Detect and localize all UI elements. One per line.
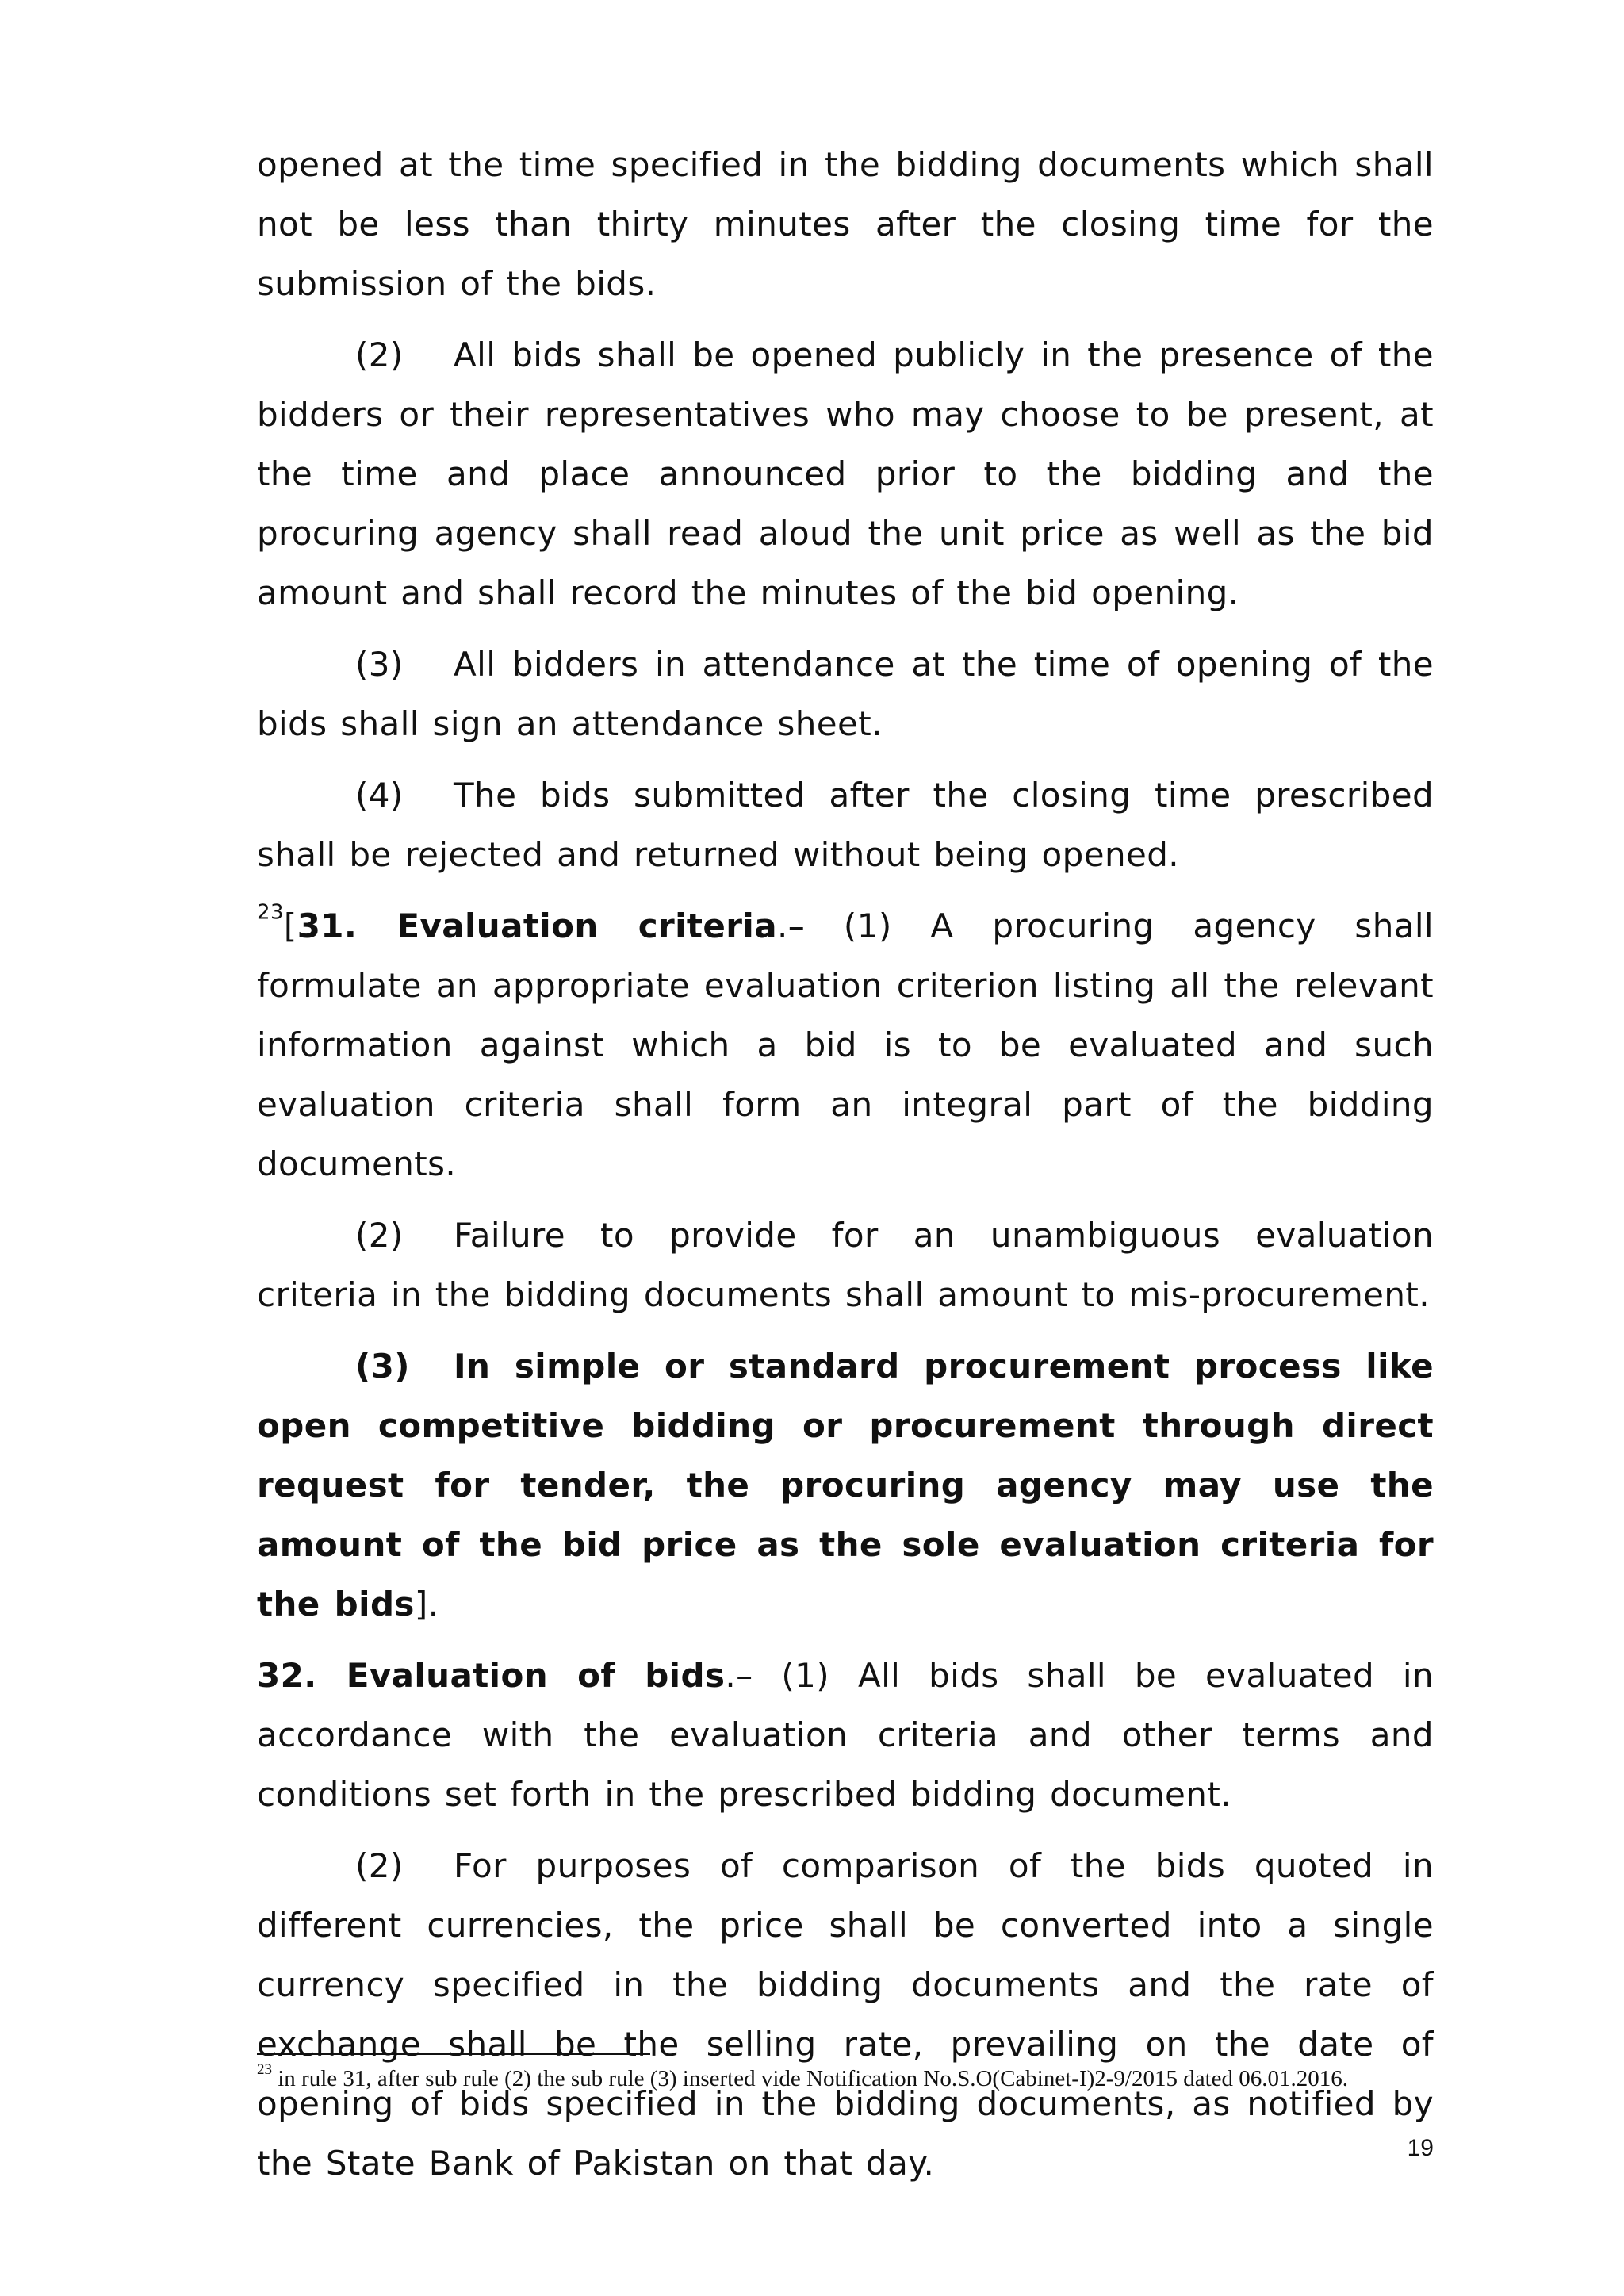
rule-31-subrule-3 (257, 1336, 1434, 1634)
subrule-number: (2) (355, 335, 404, 374)
rule-31-heading: 31. Evaluation criteria (297, 907, 777, 945)
subrule-number: (3) (355, 645, 404, 684)
subrule-number: (2) (355, 1216, 404, 1255)
subrule-number: (4) (355, 776, 404, 815)
bracket-open: [ (283, 907, 297, 945)
rule-31-text: (1) A procuring agency shall formulate an appropriate evaluation criterion listing all the relevant information against which a bid is to be evaluated and such evaluation criteria shall form an integral part of the bidding documents. (257, 907, 1434, 1183)
footnote-separator (257, 2053, 650, 2055)
subrule-text: In simple or standard procurement process like open competitive bidding or procurement through direct request for tender, the procuring agency may use the amount of the bid price as the sole evaluation criteria for the bids (257, 1347, 1434, 1623)
paragraph-subrule-2 (257, 325, 1434, 623)
subrule-text: All bidders in attendance at the time of opening of the bids shall sign an attendance sheet. (257, 645, 1434, 743)
paragraph-continuation: opened at the time specified in the bidding documents which shall not be less than thirty minutes after the closing time for the submission of the bids. (257, 145, 1434, 303)
bracket-close: ]. (414, 1585, 439, 1623)
paragraph-subrule-3 (257, 634, 1434, 753)
rule-31-subrule-2 (257, 1205, 1434, 1324)
footnote-reference: 23 (257, 900, 284, 925)
subrule-number: (2) (355, 1846, 404, 1885)
document-body (257, 135, 1434, 2205)
rule-32-subrule-2 (257, 1836, 1434, 2193)
footnote (257, 2060, 1434, 2092)
subrule-number: (3) (355, 1347, 410, 1386)
footnote-text: in rule 31, after sub rule (2) the sub rule (3) inserted vide Notification No.S.O(Cabinet-I)2-9/2015 dated 06.01.2016. (272, 2066, 1349, 2091)
footnote-marker: 23 (257, 2060, 272, 2078)
subrule-text: All bids shall be opened publicly in the presence of the bidders or their representatives who may choose to be present, at the time and place announced prior to the bidding and the procuring agency shall read aloud the unit price as well as the bid amount and shall record the minutes of the bid opening. (257, 335, 1434, 612)
rule-dash: .– (725, 1656, 782, 1695)
rule-31-paragraph (257, 896, 1434, 1194)
rule-32-text: (1) All bids shall be evaluated in accordance with the evaluation criteria and other terms and conditions set forth in the prescribed bidding document. (257, 1656, 1434, 1814)
rule-dash: .– (776, 907, 844, 945)
rule-32-heading: 32. Evaluation of bids (257, 1656, 726, 1695)
subrule-text: Failure to provide for an unambiguous evaluation criteria in the bidding documents shall amount to mis-procurement. (257, 1216, 1434, 1314)
subrule-text: For purposes of comparison of the bids quoted in different currencies, the price shall be converted into a single currency specified in the bidding documents and the rate of exchange shall be the selling rate, prevailing on the date of opening of bids specified in the bidding documents, as notified by the State Bank of Pakistan on that day. (257, 1846, 1434, 2183)
paragraph-subrule-4 (257, 765, 1434, 884)
rule-32-paragraph (257, 1646, 1434, 1824)
subrule-text: The bids submitted after the closing time prescribed shall be rejected and returned without being opened. (257, 776, 1434, 874)
page-number: 19 (1407, 2135, 1434, 2161)
